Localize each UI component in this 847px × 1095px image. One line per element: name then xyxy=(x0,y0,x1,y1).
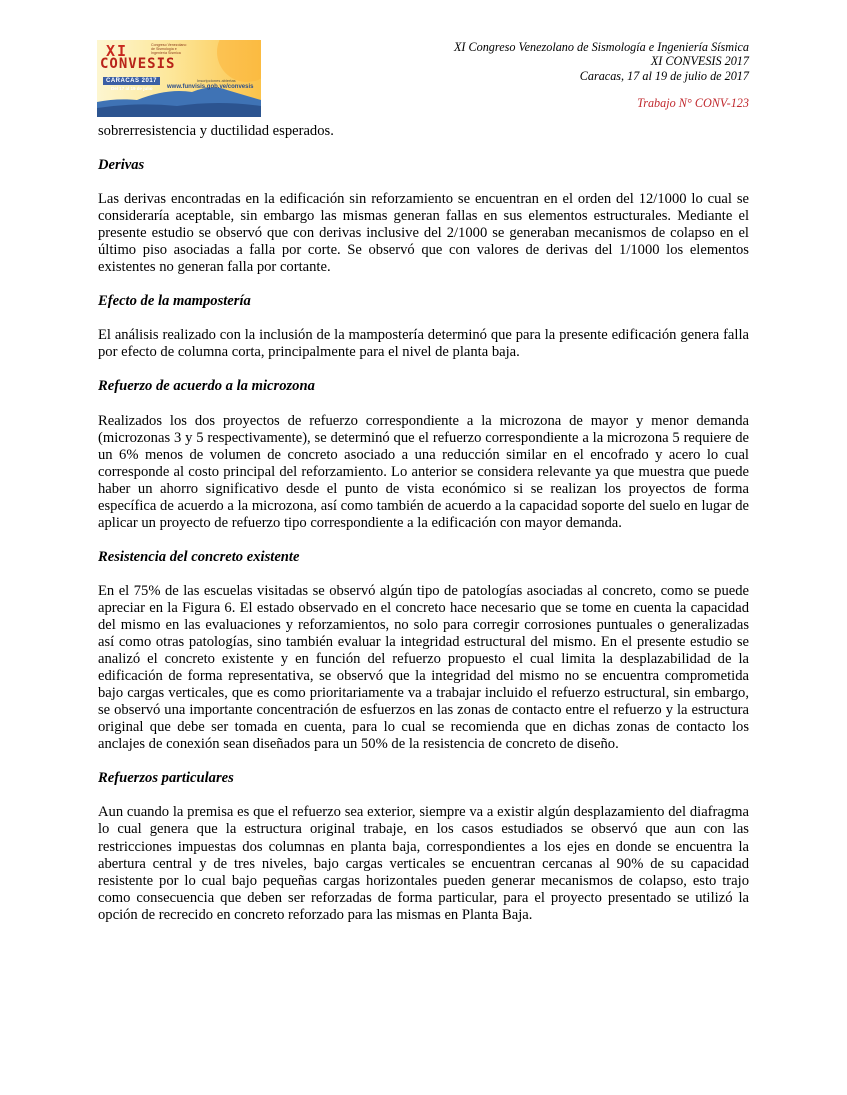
logo-registration: Inscripciones abiertas xyxy=(197,78,236,83)
logo-convesis: CONVESIS xyxy=(100,56,176,72)
logo-dates: Del 17 al 19 de julio xyxy=(111,86,153,91)
header-paper-number: Trabajo N° CONV-123 xyxy=(637,95,749,110)
section-heading-concreto: Resistencia del concreto existente xyxy=(98,548,300,565)
section-heading-derivas: Derivas xyxy=(98,157,145,174)
paper-body xyxy=(98,123,749,924)
logo-url: www.funvisis.gob.ve/convesis xyxy=(167,84,254,90)
logo-city-badge: CARACAS 2017 xyxy=(103,77,160,85)
section-text-concreto: En el 75% de las escuelas visitadas se observó algún tipo de patologías asociadas al concreto, como se puede apreciar en la Figura 6. El estado observado en el concreto hace necesario que se tome en cuenta la capacidad del mismo en las evaluaciones y reforzamientos, no solo para corregir corrosiones puntuales o generalizadas así como otras patologías, sino también evaluar la integridad estructural del mismo. En el presente estudio se analizó el concreto existente y en función del refuerzo propuesto el cual limita la desplazabilidad de la edificación de forma representativa, se observó que la integridad del mismo no se encuentra comprometida bajo cargas verticales, que es como prioritariamente va a trabajar incluido el refuerzo estructural, sin embargo, se observó una importante concentración de esfuerzos en las zonas de contacto entre el refuerzo y la estructura original que debe ser tomada en cuenta, para lo cual se recomienda que en dichas zonas de contacto los anclajes de conexión sean diseñados para un 50% de la resistencia de concreto de diseño. xyxy=(98,582,749,753)
section-text-derivas: Las derivas encontradas en la edificación sin reforzamiento se encuentran en el orden del 12/1000 lo cual se consideraría aceptable, sin embargo las mismas generan fallas en sus elementos estructurales. Mediante el presente estudio se observó que con derivas inclusive del 2/1000 se generaban mecanismos de colapso en el último piso asociadas a falla por corte. Se observó que con valores de derivas del 1/1000 los elementos existentes no generan falla por cortante. xyxy=(98,191,749,276)
logo-xi: XI xyxy=(106,42,129,60)
section-text-mamposteria: El análisis realizado con la inclusión de la mampostería determinó que para la presente edificación genera falla por efecto de columna corta, principalmente para el nivel de planta baja. xyxy=(98,327,749,361)
header-congress-name: XI Congreso Venezolano de Sismología e Ingeniería Sísmica xyxy=(453,40,749,54)
header-dates: Caracas, 17 al 19 de julio de 2017 xyxy=(579,68,749,83)
page-header xyxy=(454,40,749,110)
header-edition: XI CONVESIS 2017 xyxy=(650,54,749,69)
section-heading-refuerzos: Refuerzos particulares xyxy=(98,770,234,787)
section-text-refuerzos: Aun cuando la premisa es que el refuerzo sea exterior, siempre va a existir algún desplazamiento del diafragma lo cual genera que la estructura original trabaje, en los casos estudiados se observó que aun con las restricciones impuestas dos columnas en planta baja, correspondientes a los ejes en donde se encuentra la abertura central y de tres niveles, bajo cargas verticales se encuentran cercanas al 90% de su capacidad resistente por lo cual bajo pequeñas cargas horizontales pueden generar mecanismos de colapso, esto trajo como consecuencia que deben ser reforzadas de forma particular, para el proyecto presentado se utilizó la opción de recrecido en concreto reforzado para las mismas en Planta Baja. xyxy=(98,804,749,923)
congress-logo xyxy=(97,40,261,117)
section-text-microzona: Realizados los dos proyectos de refuerzo correspondiente a la microzona de mayor y menor demanda (microzonas 3 y 5 respectivamente), se determinó que el refuerzo correspondiente a la microzona 5 requiere de un 6% menos de volumen de concreto asociado a una reducción similar en el encofrado y acero lo cual corresponde al costo principal del reforzamiento. Lo anterior se considera relevante ya que muestra que puede haber un ahorro significativo desde el punto de vista económico si se realizan los proyectos de forma específica de acuerdo a la microzona, así como también de acuerdo a la capacidad soporte del suelo en lugar de aplicar un proyecto de refuerzo tipo correspondiente a la edificación con mayor demanda. xyxy=(98,412,749,531)
logo-tagline: Congreso Venezolano de Sismología e Ingeniería Sísmica xyxy=(151,43,187,55)
section-heading-microzona: Refuerzo de acuerdo a la microzona xyxy=(98,378,315,395)
section-heading-mamposteria: Efecto de la mampostería xyxy=(98,293,251,310)
intro-paragraph: sobrerresistencia y ductilidad esperados. xyxy=(98,123,334,139)
